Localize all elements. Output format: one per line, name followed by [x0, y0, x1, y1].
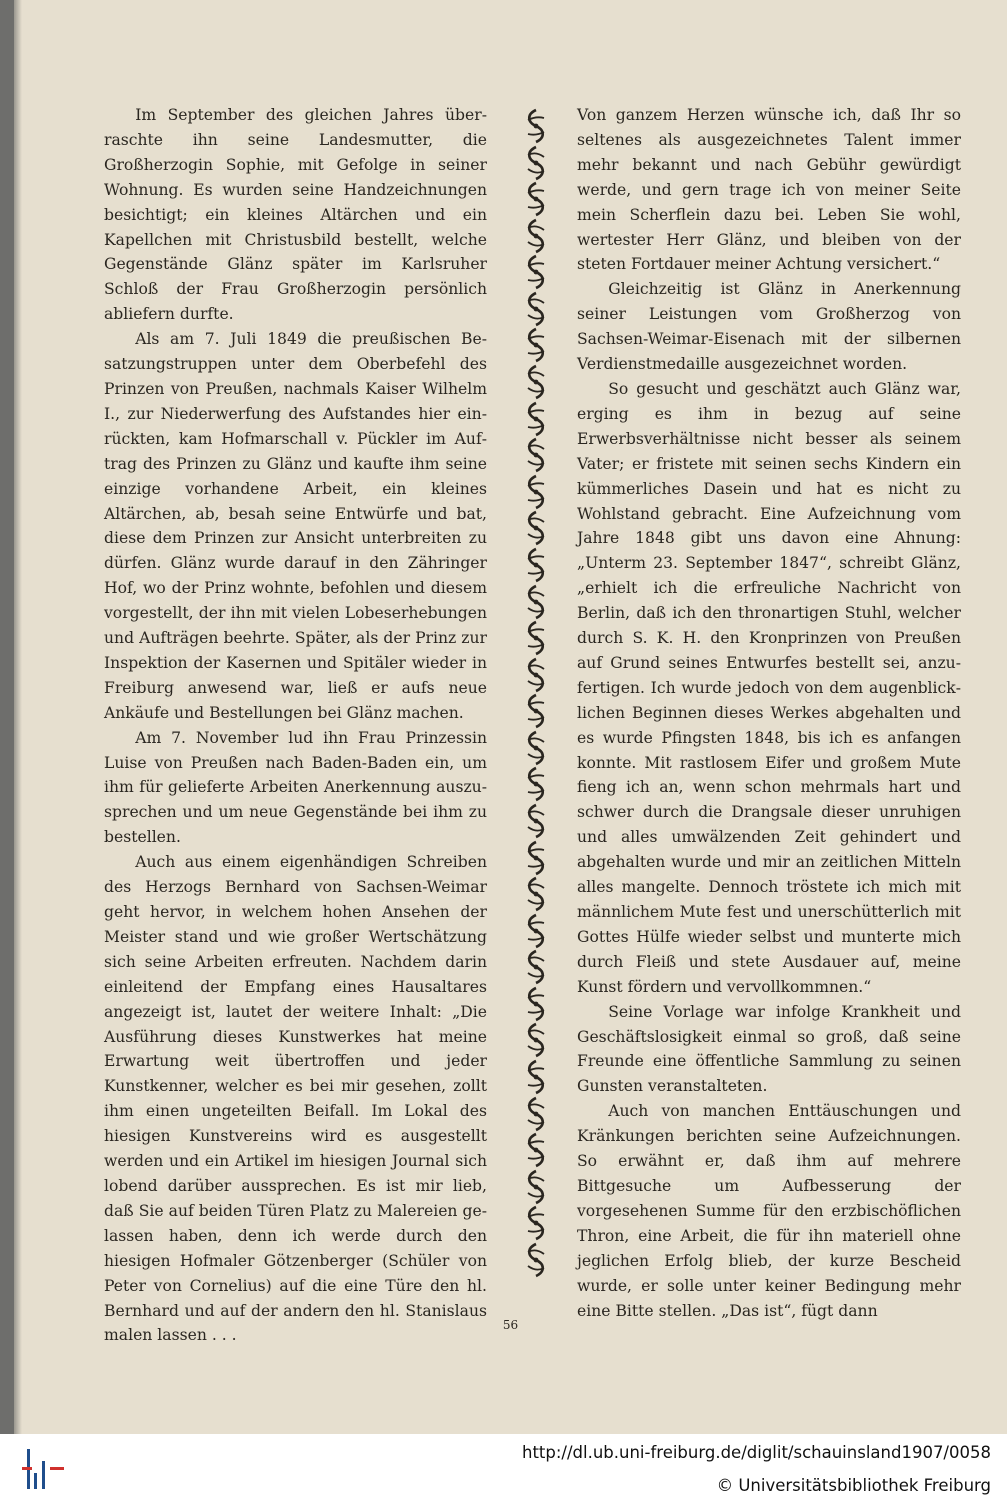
page-number: 56	[502, 1318, 519, 1332]
ornament-leaf-icon	[523, 620, 549, 656]
ornament-leaf-icon	[523, 364, 549, 400]
ornament-leaf-icon	[523, 840, 549, 876]
ornament-leaf-icon	[523, 913, 549, 949]
ornament-leaf-icon	[523, 291, 549, 327]
scanned-page	[14, 0, 1007, 1434]
ornament-leaf-icon	[523, 730, 549, 766]
ornament-leaf-icon	[523, 803, 549, 839]
ornament-leaf-icon	[523, 145, 549, 181]
ornament-leaf-icon	[523, 766, 549, 802]
ornament-leaf-icon	[523, 1132, 549, 1168]
ornament-leaf-icon	[523, 437, 549, 473]
ub-freiburg-logo-icon	[22, 1447, 66, 1491]
ornament-leaf-icon	[523, 986, 549, 1022]
column-divider-ornament	[520, 108, 552, 1278]
ornament-leaf-icon	[523, 1059, 549, 1095]
ornament-leaf-icon	[523, 1205, 549, 1241]
ornament-leaf-icon	[523, 181, 549, 217]
ornament-leaf-icon	[523, 401, 549, 437]
ornament-leaf-icon	[523, 657, 549, 693]
ornament-leaf-icon	[523, 327, 549, 363]
ornament-leaf-icon	[523, 693, 549, 729]
ornament-leaf-icon	[523, 1096, 549, 1132]
paragraph: Von ganzem Herzen wünsche ich, daß Ihr so seltenes als ausgezeichnetes Talent immer mehr bekannt und nach Gebühr gewürdigt werde, und gern trage ich von meiner Seite mein Scherflein dazu bei. Leben Sie wohl, wertester Herr Glänz, und bleiben von der steten Fortdauer meiner Achtung versichert.“	[577, 106, 961, 274]
ornament-leaf-icon	[523, 547, 549, 583]
ornament-leaf-icon	[523, 510, 549, 546]
ornament-leaf-icon	[523, 218, 549, 254]
source-url-link[interactable]: http://dl.ub.uni-freiburg.de/diglit/schauinsland1907/0058	[521, 1443, 991, 1462]
paragraph: Am 7. November lud ihn Frau Prinzessin Luise von Preußen nach Baden-Baden ein, um ihm für gelieferte Arbeiten Anerkennung auszusprechen und um neue Gegenstände bei ihm zu bestellen.	[104, 728, 487, 847]
ornament-leaf-icon	[523, 474, 549, 510]
left-text-column	[104, 103, 487, 1348]
paragraph: So gesucht und geschätzt auch Glänz war, erging es ihm in bezug auf seine Erwerbsverhältnisse nicht besser als seinem Vater; er fristete mit seinen sechs Kindern ein kümmerliches Dasein und hat es nicht zu Wohlstand gebracht. Eine Aufzeichnung vom Jahre 1848 gibt uns davon eine Ahnung: „Unterm 23. September 1847“, schreibt Glänz, „erhielt ich die erfreuliche Nachricht von Berlin, daß ich den thronartigen Stuhl, welcher durch S. K. H. den Kronprinzen von Preußen auf Grund seines Entwurfes bestellt sei, anzufertigen. Ich wurde jedoch von dem augenblicklichen Beginnen dieses Werkes abgehalten und es wurde Pfingsten 1848, bis ich es anfangen konnte. Mit rastlosem Eifer und großem Mute fieng ich an, wenn schon mehrmals hart und schwer durch die Drangsale dieser unruhigen und alles umwälzenden Zeit gehindert und abgehalten wurde und mir an zeitlichen Mitteln alles mangelte. Dennoch tröstete ich mich mit männlichem Mute fest und unerschütterlich mit Gottes Hülfe wieder selbst und munterte mich durch Fleiß und stete Ausdauer auf, meine Kunst fördern und vervollkommnen.“	[577, 379, 961, 996]
paragraph: Seine Vorlage war infolge Krankheit und Geschäftslosigkeit einmal so groß, daß seine Freunde eine öffentliche Sammlung zu seinen Gunsten veranstalteten.	[577, 1002, 961, 1096]
ornament-leaf-icon	[523, 108, 549, 144]
ornament-leaf-icon	[523, 1242, 549, 1278]
paragraph: Auch aus einem eigenhändigen Schreiben des Herzogs Bernhard von Sachsen-Weimar geht hervor, in welchem hohen Ansehen der Meister stand und wie großer Wertschätzung sich seine Arbeiten erfreuten. Nachdem darin einleitend der Empfang eines Hausaltares angezeigt ist, lautet der weitere Inhalt: „Die Ausführung dieses Kunstwerkes hat meine Erwartung weit übertroffen und jeder Kunstkenner, welcher es bei mir gesehen, zollt ihm einen ungeteilten Beifall. Im Lokal des hiesigen Kunstvereins wird es ausgestellt werden und ein Artikel im hiesigen Journal sich lobend darüber aussprechen. Es ist mir lieb, daß Sie auf beiden Türen Platz zu Malereien gelassen haben, denn ich werde durch den hiesigen Hofmaler Götzenberger (Schüler von Peter von Cornelius) auf die eine Türe den hl. Bernhard und auf der andern den hl. Stanislaus malen lassen . . .	[104, 853, 487, 1345]
copyright-notice: © Universitätsbibliothek Freiburg	[716, 1476, 991, 1495]
right-text-column	[577, 103, 961, 1323]
ornament-leaf-icon	[523, 876, 549, 912]
paragraph: Als am 7. Juli 1849 die preußischen Besatzungstruppen unter dem Oberbefehl des Prinzen von Preußen, nachmals Kaiser Wilhelm I., zur Niederwerfung des Aufstandes hier einrückten, kam Hofmarschall v. Pückler im Auftrag des Prinzen zu Glänz und kaufte ihm seine einzige vorhandene Arbeit, ein kleines Altärchen, ab, besah seine Entwürfe und bat, diese dem Prinzen zur Ansicht unterbreiten zu dürfen. Glänz wurde darauf in den Zähringer Hof, wo der Prinz wohnte, befohlen und diesem vorgestellt, der ihn mit vielen Lobeserhebungen und Aufträgen beehrte. Später, als der Prinz zur Inspektion der Kasernen und Spitäler wieder in Freiburg anwesend war, ließ er aufs neue Ankäufe und Bestellungen bei Glänz machen.	[104, 330, 487, 722]
ornament-leaf-icon	[523, 1022, 549, 1058]
ornament-leaf-icon	[523, 254, 549, 290]
ornament-leaf-icon	[523, 584, 549, 620]
paragraph: Im September des gleichen Jahres überraschte ihn seine Landesmutter, die Großherzogin Sophie, mit Gefolge in seiner Wohnung. Es wurden seine Handzeichnungen besichtigt; ein kleines Altärchen und ein Kapellchen mit Christusbild bestellt, welche Gegenstände Glänz später im Karlsruher Schloß der Frau Großherzogin persönlich abliefern durfte.	[104, 106, 487, 324]
ornament-leaf-icon	[523, 949, 549, 985]
paragraph: Auch von manchen Enttäuschungen und Kränkungen berichten seine Aufzeichnungen. So erwähnt er, daß ihm auf mehrere Bittgesuche um Aufbesserung der vorgesehenen Summe für den erzbischöflichen Thron, eine Arbeit, die für ihn materiell ohne jeglichen Erfolg blieb, der kurze Bescheid wurde, er solle unter keiner Bedingung mehr eine Bitte stellen. „Das ist“, fügt dann	[577, 1102, 961, 1320]
ornament-leaf-icon	[523, 1169, 549, 1205]
paragraph: Gleichzeitig ist Glänz in Anerkennung seiner Leistungen vom Großherzog von Sachsen-Weimar-Eisenach mit der silbernen Verdienstmedaille ausgezeichnet worden.	[577, 280, 961, 374]
